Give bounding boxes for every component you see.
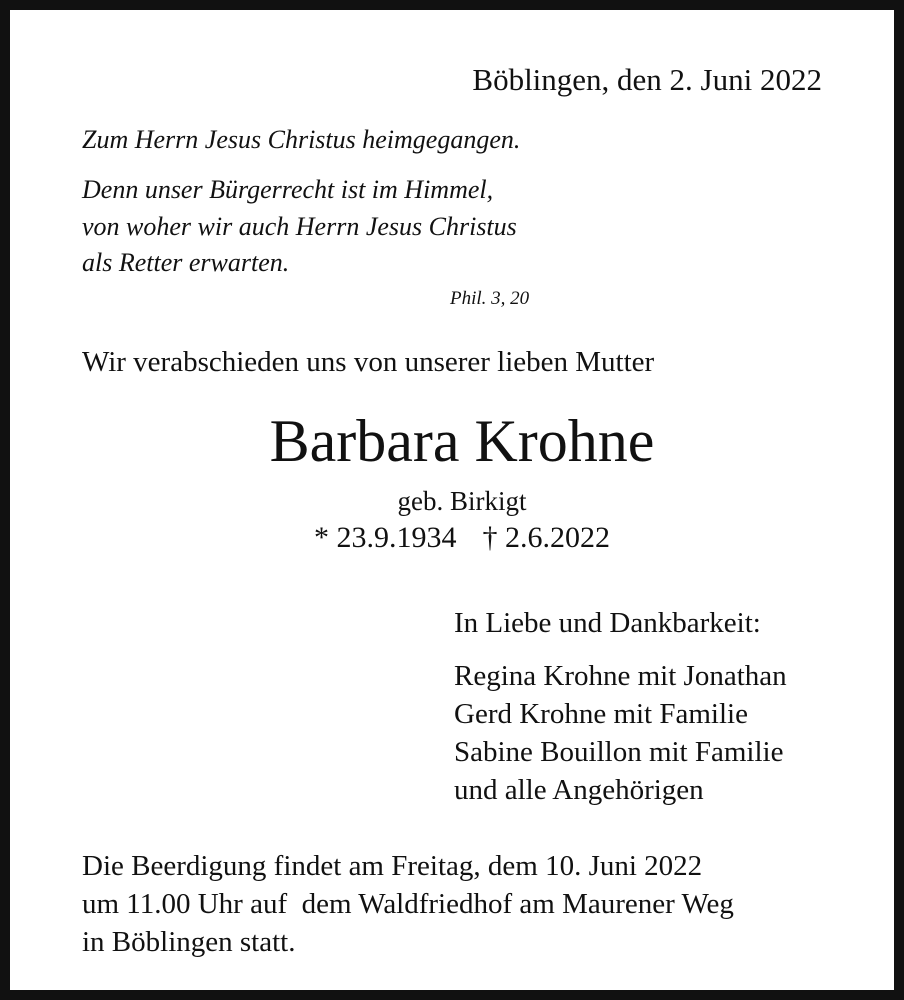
family-heading: In Liebe und Dankbarkeit: [454, 607, 761, 639]
funeral-line-3: in Böblingen statt. [82, 926, 296, 958]
maiden-name: geb. Birkigt [397, 486, 527, 516]
family-member: Regina Krohne mit Jonathan [454, 660, 787, 692]
deceased-name: Barbara Krohne [269, 408, 655, 474]
life-dates [10, 523, 904, 553]
verse-reference: Phil. 3, 20 [450, 288, 530, 309]
verse-line-1: Zum Herrn Jesus Christus heimgegangen. [82, 125, 521, 154]
family-member: und alle Angehörigen [454, 774, 704, 806]
verse-line-3: von woher wir auch Herrn Jesus Christus [82, 212, 517, 241]
family-member: Gerd Krohne mit Familie [454, 698, 748, 730]
family-member: Sabine Bouillon mit Familie [454, 736, 784, 768]
death-date: † 2.6.2022 [482, 521, 610, 554]
intro-text: Wir verabschieden uns von unserer lieben Mutter [82, 346, 655, 378]
birth-date: * 23.9.1934 [314, 521, 457, 554]
funeral-line-1: Die Beerdigung findet am Freitag, dem 10. Juni 2022 [82, 850, 703, 882]
verse-line-2: Denn unser Bürgerrecht ist im Himmel, [82, 175, 494, 204]
verse-line-4: als Retter erwarten. [82, 248, 290, 277]
funeral-line-2: um 11.00 Uhr auf dem Waldfriedhof am Maurener Weg [82, 888, 734, 920]
place-date: Böblingen, den 2. Juni 2022 [472, 62, 822, 97]
